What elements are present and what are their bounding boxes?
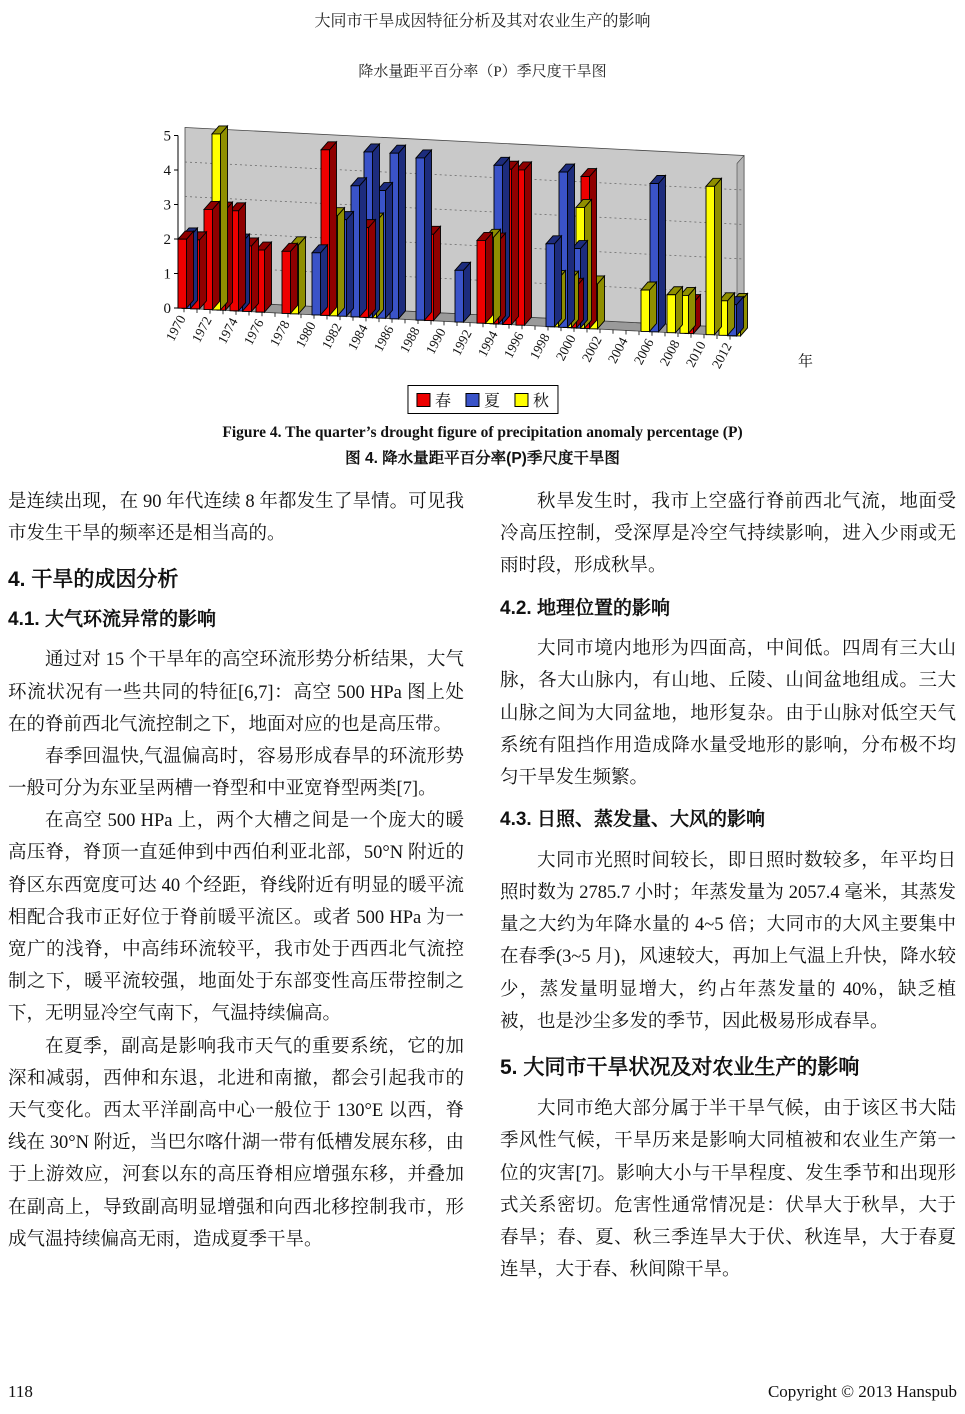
y-tick-label: 4 bbox=[163, 163, 171, 179]
y-tick-label: 0 bbox=[163, 301, 171, 317]
paragraph: 是连续出现，在 90 年代连续 8 年都发生了旱情。可见我市发生干旱的频率还是相当高的。 bbox=[8, 492, 464, 545]
paragraph: 大同市光照时间较长，即日照时数较多，年平均日照时数为 2785.7 小时；年蒸发量为 2057.4 毫米，其蒸发量之大约为年降水量的 4~5 倍；大同市的大风主要集中在春季(3~5 月)，风速较大，再加上气温上升快，降水较少，蒸发量明显增大，约占年蒸发量的 40%，缺乏植被，也是沙尘多发的季节，因此极易形成春旱。 bbox=[500, 850, 956, 1032]
bar-summer-1988 bbox=[416, 150, 432, 320]
x-tick-label-1976: 1976 bbox=[240, 316, 267, 348]
x-tick-label-1984: 1984 bbox=[344, 321, 371, 353]
figure-caption-zh: 图 4. 降水量距平百分率(P)季尺度干旱图 bbox=[345, 450, 620, 467]
x-tick-label-1988: 1988 bbox=[396, 324, 423, 356]
legend-swatch-spring-icon bbox=[416, 393, 430, 407]
x-tick-label-1980: 1980 bbox=[292, 319, 319, 351]
y-tick-label: 1 bbox=[163, 266, 171, 283]
x-tick-label-1972: 1972 bbox=[188, 313, 215, 345]
paragraph: 在夏季，副高是影响我市天气的重要系统，它的加深和减弱，西伸和东退，北进和南撤，都会引起我市的天气变化。西太平洋副高中心一般位于 130°E 以西，脊线在 30°N 附近，当巴尔喀什湖一带有低槽发展东移，由于上游效应，河套以东的高压脊相应增强东移，并叠加在副高上，导致副高明显增强和向西北移控制我市，形成气温持续偏高无雨，造成夏季干旱。 bbox=[8, 1036, 464, 1250]
x-tick-label-1982: 1982 bbox=[318, 320, 345, 352]
x-tick-label-1978: 1978 bbox=[266, 317, 293, 349]
x-axis-title: 年 bbox=[798, 354, 814, 370]
bar-spring-1978 bbox=[282, 243, 298, 313]
figure-caption-en: Figure 4. The quarter’s drought figure of precipitation anomaly percentage (P) bbox=[222, 424, 743, 441]
legend-item-autumn bbox=[514, 388, 549, 411]
x-tick-label-2008: 2008 bbox=[656, 337, 683, 369]
section-heading: 4.3. 日照、蒸发量、大风的影响 bbox=[500, 809, 765, 831]
legend-item-spring bbox=[416, 388, 451, 411]
page-footer bbox=[8, 1382, 957, 1402]
x-tick-label-2004: 2004 bbox=[604, 334, 631, 366]
drought-chart-figure bbox=[150, 100, 850, 395]
x-tick-label-2002: 2002 bbox=[578, 333, 605, 365]
paragraph: 春季回温快,气温偏高时，容易形成春旱的环流形势一般可分为东亚呈两槽一脊型和中亚宽脊型两类[7]。 bbox=[8, 746, 464, 800]
paragraph: 大同市境内地形为四面高，中间低。四周有三大山脉，各大山脉内，有山地、丘陵、山间盆地组成。三大山脉之间为大同盆地，地形复杂。由于山脉对低空天气系统有阻挡作用造成降水量受地形的影响，分布极不均匀干旱发生频繁。 bbox=[500, 639, 956, 788]
bar-autumn-2005 bbox=[641, 282, 657, 331]
paragraph: 大同市绝大部分属于半干旱气候，由于该区书大陆季风性气候，干旱历来是影响大同植被和农业生产第一位的灾害[7]。影响大小与干旱程度、发生季节和出现形式关系密切。危害性通常情况是：伏旱大于秋旱，大于春旱；春、夏、秋三季连旱大于伏、秋连旱，大于春夏连旱，大于春、秋间隙干旱。 bbox=[500, 1099, 956, 1281]
paragraph: 秋旱发生时，我市上空盛行脊前西北气流，地面受冷高压控制，受深厚是冷空气持续影响，进入少雨或无雨时段，形成秋旱。 bbox=[500, 492, 956, 577]
y-tick-label: 2 bbox=[163, 232, 171, 248]
x-tick-label-2012: 2012 bbox=[708, 340, 735, 371]
x-tick-label-2010: 2010 bbox=[682, 338, 709, 370]
x-tick-label-2000: 2000 bbox=[552, 332, 579, 364]
bar-autumn-2010 bbox=[706, 178, 722, 334]
x-tick-label-1990: 1990 bbox=[422, 325, 449, 357]
legend-swatch-summer-icon bbox=[465, 393, 479, 407]
body-columns bbox=[8, 486, 957, 1286]
bar-autumn-2007 bbox=[667, 287, 683, 333]
x-tick-label-1994: 1994 bbox=[474, 328, 501, 360]
x-tick-label-1998: 1998 bbox=[526, 330, 553, 362]
x-tick-label-1970: 1970 bbox=[162, 312, 189, 344]
x-tick-label-1974: 1974 bbox=[214, 315, 241, 347]
page-number: 118 bbox=[8, 1382, 33, 1401]
bar-spring-1993 bbox=[477, 232, 493, 323]
chart-title: 降水量距平百分率（P）季尺度干旱图 bbox=[358, 64, 607, 80]
x-tick-label-1992: 1992 bbox=[448, 326, 475, 358]
legend-label-summer: 夏 bbox=[483, 393, 501, 410]
paragraph: 通过对 15 个干旱年的高空环流形势分析结果，大气环流状况有一些共同的特征[6,7]：高空 500 HPa 图上处在的脊前西北气流控制之下，地面对应的也是高压带。 bbox=[8, 650, 464, 735]
running-title: 大同市干旱成因特征分析及其对农业生产的影响 bbox=[314, 13, 651, 30]
y-tick-label: 5 bbox=[163, 128, 171, 145]
legend-item-summer bbox=[465, 388, 500, 411]
left-column bbox=[8, 486, 464, 1286]
section-heading: 5. 大同市干旱状况及对农业生产的影响 bbox=[500, 1056, 860, 1079]
paragraph: 在高空 500 HPa 上，两个大槽之间是一个庞大的暖高压脊，脊顶一直延伸到中西伯利亚北部，50°N 附近的脊区东西宽度可达 40 个经距，脊线附近有明显的暖平流相配合我市正好位于脊前暖平流区。或者 500 HPa 为一宽广的浅脊，中高纬环流较平，我市处于西西北气流控制之下，暖平流较强，地面处于东部变性高压带控制之下，无明显冷空气南下，气温持续偏高。 bbox=[8, 811, 464, 1025]
section-heading: 4.1. 大气环流异常的影响 bbox=[8, 608, 216, 630]
y-tick-label: 3 bbox=[163, 197, 171, 214]
x-tick-label-1996: 1996 bbox=[500, 329, 527, 361]
x-tick-label-2006: 2006 bbox=[630, 336, 657, 367]
legend-label-autumn: 秋 bbox=[533, 393, 550, 410]
bar-spring-1970 bbox=[178, 231, 194, 308]
section-heading: 4.2. 地理位置的影响 bbox=[500, 597, 670, 619]
bar-summer-1991 bbox=[455, 262, 471, 322]
legend-swatch-autumn-icon bbox=[514, 393, 528, 407]
chart-legend bbox=[407, 385, 558, 414]
bar-summer-1980 bbox=[312, 245, 328, 315]
legend-label-spring: 春 bbox=[434, 393, 451, 410]
drought-3d-bar-chart bbox=[150, 100, 850, 395]
x-tick-label-1986: 1986 bbox=[370, 323, 397, 354]
right-column bbox=[500, 486, 956, 1286]
bar-summer-1998 bbox=[546, 236, 562, 327]
section-heading: 4. 干旱的成因分析 bbox=[8, 568, 179, 592]
copyright: Copyright © 2013 Hanspub bbox=[767, 1382, 957, 1401]
